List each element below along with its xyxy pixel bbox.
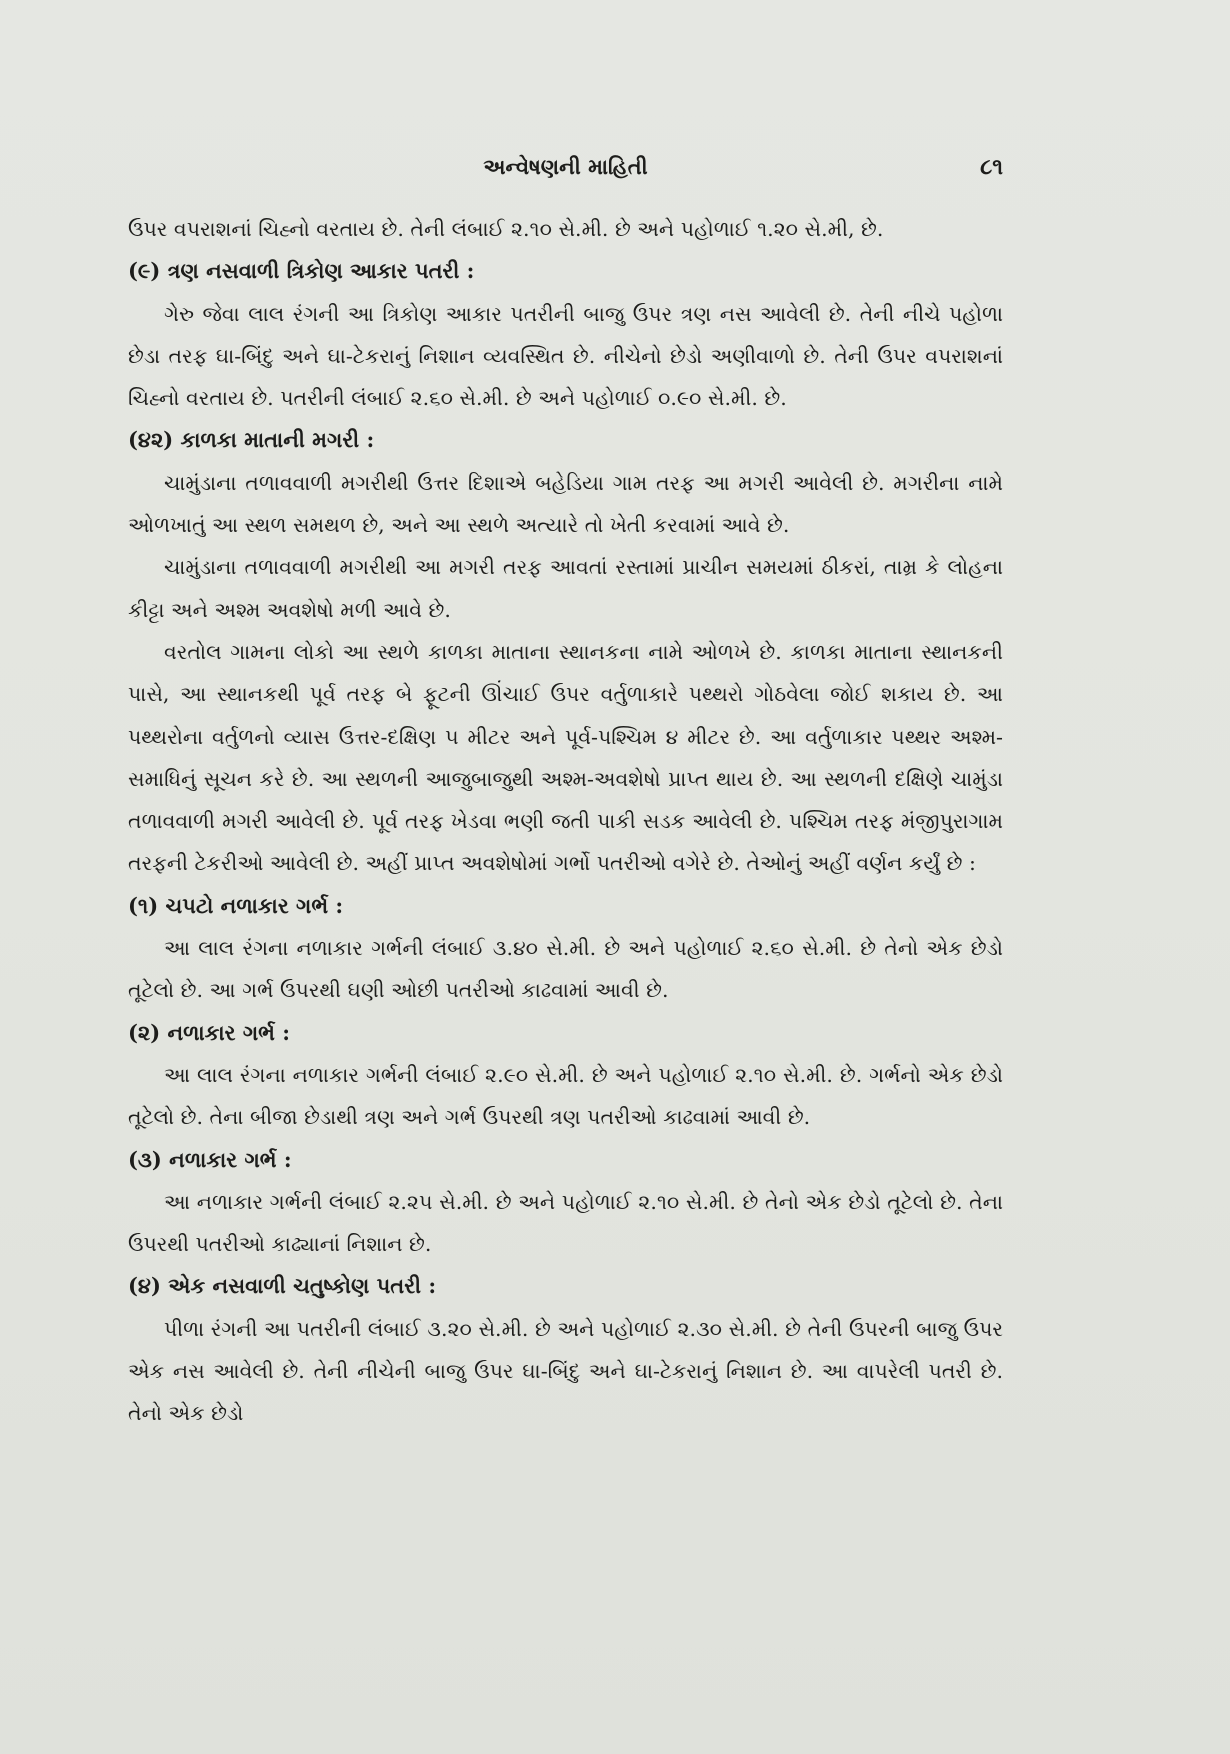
paragraph: આ નળાકાર ગર્ભની લંબાઈ ૨.૨૫ સે.મી. છે અને પહોળાઈ ૨.૧૦ સે.મી. છે તેનો એક છેડો તૂટેલો છે. તેના ઉપરથી પતરીઓ કાઢ્યાનાં નિશાન છે. [128,1189,1003,1257]
section-heading: (૧) ચપટો નળાકાર ગર્ભ : [128,892,344,918]
page-body [128,208,1003,1435]
paragraph: આ લાલ રંગના નળાકાર ગર્ભની લંબાઈ ૨.૯૦ સે.મી. છે અને પહોળાઈ ૨.૧૦ સે.મી. છે. ગર્ભનો એક છેડો તૂટેલો છે. તેના બીજા છેડાથી ત્રણ અને ગર્ભ ઉપરથી ત્રણ પતરીઓ કાઢવામાં આવી છે. [128,1062,1003,1130]
paragraph: ચામુંડાના તળાવવાળી મગરીથી આ મગરી તરફ આવતાં રસ્તામાં પ્રાચીન સમયમાં ઠીકરાં, તામ્ર કે લોહના કીટ્ટા અને અશ્મ અવશેષો મળી આવે છે. [128,555,1003,622]
section-heading: (૯) ત્રણ નસવાળી ત્રિકોણ આકાર પતરી : [128,258,475,284]
paragraph: પીળા રંગની આ પતરીની લંબાઈ ૩.૨૦ સે.મી. છે અને પહોળાઈ ૨.૩૦ સે.મી. છે તેની ઉપરની બાજુ ઉપર એક નસ આવેલી છે. તેની નીચેની બાજુ ઉપર ઘા-બિંદુ અને ઘા-ટેકરાનું નિશાન છે. આ વાપરેલી પતરી છે. તેનો એક છેડો [128,1316,1003,1426]
page-number: ૮૧ [980,154,1003,180]
paragraph: ઉપર વપરાશનાં ચિહ્નો વરતાય છે. તેની લંબાઈ ૨.૧૦ સે.મી. છે અને પહોળાઈ ૧.૨૦ સે.મી, છે. [128,217,884,241]
section-heading: (૪) એક નસવાળી ચતુષ્કોણ પતરી : [128,1273,437,1299]
running-title: અન્વેષણની માહિતી [483,154,648,179]
paragraph: આ લાલ રંગના નળાકાર ગર્ભની લંબાઈ ૩.૪૦ સે.મી. છે અને પહોળાઈ ૨.૬૦ સે.મી. છે તેનો એક છેડો તૂટેલો છે. આ ગર્ભ ઉપરથી ઘણી ઓછી પતરીઓ કાઢવામાં આવી છે. [128,936,1003,1003]
page-header [128,148,1003,188]
paragraph: ચામુંડાના તળાવવાળી મગરીથી ઉત્તર દિશાએ બહેડિયા ગામ તરફ આ મગરી આવેલી છે. મગરીના નામે ઓળખાતું આ સ્થળ સમથળ છે, અને આ સ્થળે અત્યારે તો ખેતી કરવામાં આવે છે. [128,470,1003,538]
paragraph: ગેરુ જેવા લાલ રંગની આ ત્રિકોણ આકાર પતરીની બાજુ ઉપર ત્રણ નસ આવેલી છે. તેની નીચે પહોળા છેડા તરફ ઘા-બિંદુ અને ઘા-ટેકરાનું નિશાન વ્યવસ્થિત છે. નીચેનો છેડો અણીવાળો છે. તેની ઉપર વપરાશનાં ચિહ્નો વરતાય છે. પતરીની લંબાઈ ૨.૬૦ સે.મી. છે અને પહોળાઈ ૦.૯૦ સે.મી. છે. [128,301,1003,411]
paragraph: વરતોલ ગામના લોકો આ સ્થળે કાળકા માતાના સ્થાનકના નામે ઓળખે છે. કાળકા માતાના સ્થાનકની પાસે, આ સ્થાનકથી પૂર્વ તરફ બે ફૂટની ઊંચાઈ ઉપર વર્તુળાકારે પથ્થરો ગોઠવેલા જોઈ શકાય છે. આ પથ્થરોના વર્તુળનો વ્યાસ ઉત્તર-દક્ષિણ ૫ મીટર અને પૂર્વ-પશ્ચિમ ૪ મીટર છે. આ વર્તુળાકાર પથ્થર અશ્મ-સમાધિનું સૂચન કરે છે. આ સ્થળની આજુબાજુથી અશ્મ-અવશેષો પ્રાપ્ત થાય છે. આ સ્થળની દક્ષિણે ચામુંડા તળાવવાળી મગરી આવેલી છે. પૂર્વ તરફ ખેડવા ભણી જતી પાકી સડક આવેલી છે. પશ્ચિમ તરફ મંજીપુરાગામ તરફની ટેકરીઓ આવેલી છે. અહીં પ્રાપ્ત અવશેષોમાં ગર્ભો પતરીઓ વગેરે છે. તેઓનું અહીં વર્ણન કર્યું છે : [128,639,1003,876]
section-heading: (૪૨) કાળકા માતાની મગરી : [128,427,375,453]
section-heading: (૩) નળાકાર ગર્ભ : [128,1146,292,1172]
section-heading: (૨) નળાકાર ગર્ભ : [128,1019,291,1045]
